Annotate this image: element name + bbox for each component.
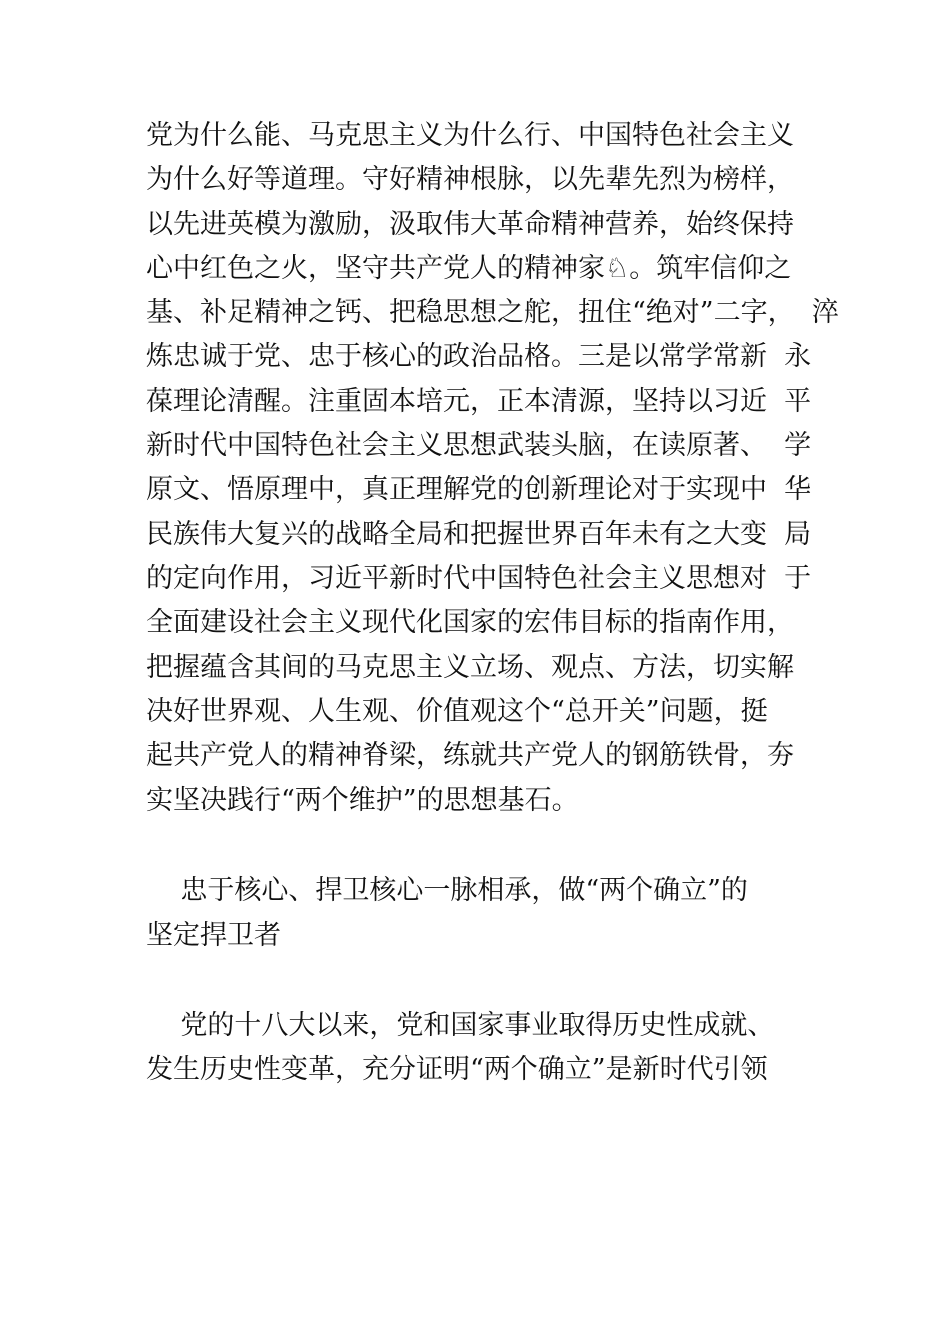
text-line: 原文、悟原理中，真正理解党的创新理论对于实现中 华 bbox=[146, 474, 812, 505]
text-line: 新时代中国特色社会主义思想武装头脑，在读原著、 学 bbox=[146, 430, 812, 461]
text-line: 心中红色之火，坚守共产党人的精神家♘。筑牢信仰之 bbox=[146, 253, 792, 284]
section-heading-line: 忠于核心、捍卫核心一脉相承，做“两个确立”的 bbox=[146, 875, 748, 906]
text-line: 党的十八大以来，党和国家事业取得历史性成就、 bbox=[146, 1010, 775, 1041]
text-line: 全面建设社会主义现代化国家的宏伟目标的指南作用， bbox=[146, 607, 794, 638]
text-line: 起共产党人的精神脊梁，练就共产党人的钢筋铁骨，夯 bbox=[146, 740, 794, 771]
text-line: 基、补足精神之钙、把稳思想之舵，扭住“绝对”二字， 淬 bbox=[146, 297, 839, 328]
text-line: 民族伟大复兴的战略全局和把握世界百年未有之大变 局 bbox=[146, 519, 812, 550]
text-line: 炼忠诚于党、忠于核心的政治品格。三是以常学常新 永 bbox=[146, 341, 812, 372]
section-heading-line: 坚定捍卫者 bbox=[146, 920, 281, 951]
text-line: 决好世界观、人生观、价值观这个“总开关”问题，挺 bbox=[146, 696, 768, 727]
text-line: 把握蕴含其间的马克思主义立场、观点、方法，切实解 bbox=[146, 652, 794, 683]
text-line: 葆理论清醒。注重固本培元，正本清源，坚持以习近 平 bbox=[146, 386, 812, 417]
text-line: 党为什么能、马克思主义为什么行、中国特色社会主义 bbox=[146, 120, 794, 151]
text-line: 发生历史性变革，充分证明“两个确立”是新时代引领 bbox=[146, 1054, 768, 1085]
text-line: 实坚决践行“两个维护”的思想基石。 bbox=[146, 785, 579, 816]
text-line: 为什么好等道理。守好精神根脉，以先辈先烈为榜样， bbox=[146, 164, 794, 195]
text-line: 以先进英模为激励，汲取伟大革命精神营养，始终保持 bbox=[146, 209, 794, 240]
text-line: 的定向作用，习近平新时代中国特色社会主义思想对 于 bbox=[146, 563, 812, 594]
